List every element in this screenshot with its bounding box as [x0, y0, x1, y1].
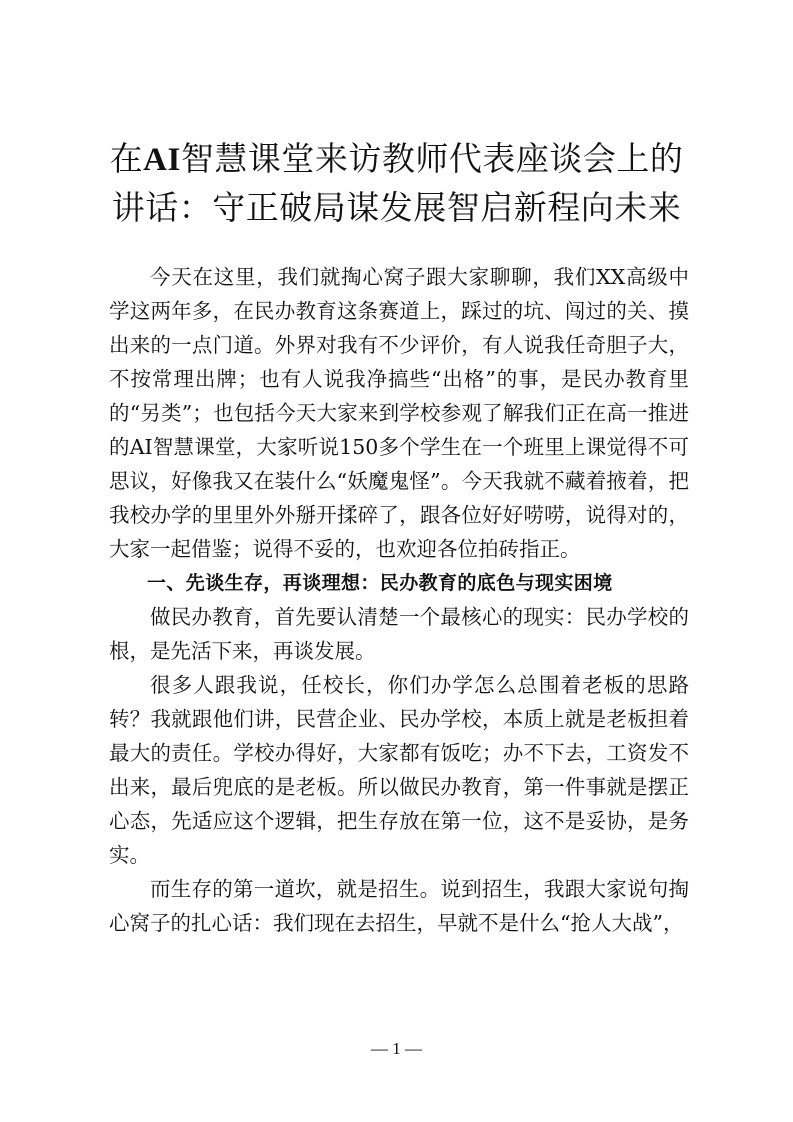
- title-line-1-suffix: 智慧课堂来访教师代表座谈会上的: [180, 139, 684, 178]
- paragraph-owner-responsibility: 很多人跟我说，任校长，你们办学怎么总围着老板的思路转？我就跟他们讲，民营企业、民办学校，本质上就是老板担着最大的责任。学校办得好，大家都有饭吃；办不下去，工资发不出来，最后兜底的是老板。所以做民办教育，第一件事就是摆正心态，先适应这个逻辑，把生存放在第一位，这不是妥协，是务实。: [109, 673, 689, 867]
- title-line-1-prefix: 在: [109, 139, 144, 178]
- title-line-2: 讲话：守正破局谋发展智启新程向未来: [111, 188, 682, 227]
- title-line-1: [110, 139, 684, 178]
- section-heading-1: 一、先谈生存，再谈理想：民办教育的底色与现实困境: [147, 572, 613, 594]
- paragraph-enrollment: 而生存的第一道坎，就是招生。说到招生，我跟大家说句掏心窝子的扎心话：我们现在去招生，早就不是什么“抢人大战”，: [109, 877, 689, 935]
- title-line-1-ai: AI: [143, 142, 181, 178]
- document-body: [109, 260, 689, 940]
- document-title: [80, 135, 713, 231]
- page-number: — 1 —: [371, 1039, 422, 1058]
- paragraph-survival-reality: 做民办教育，首先要认清楚一个最核心的现实：民办学校的根，是先活下来，再谈发展。: [109, 605, 689, 663]
- paragraph-intro: 今天在这里，我们就掏心窝子跟大家聊聊，我们XX高级中学这两年多，在民办教育这条赛道上，踩过的坑、闯过的关、摸出来的一点门道。外界对我有不少评价，有人说我任奇胆子大，不按常理出牌；也有人说我净搞些“出格”的事，是民办教育里的“另类”；也包括今天大家来到学校参观了解我们正在高一推进的AI智慧课堂，大家听说150多个学生在一个班里上课觉得不可思议，好像我又在装什么“妖魔鬼怪”。今天我就不藏着掖着，把我校办学的里里外外掰开揉碎了，跟各位好好唠唠，说得对的，大家一起借鉴；说得不妥的，也欢迎各位拍砖指正。: [109, 265, 689, 561]
